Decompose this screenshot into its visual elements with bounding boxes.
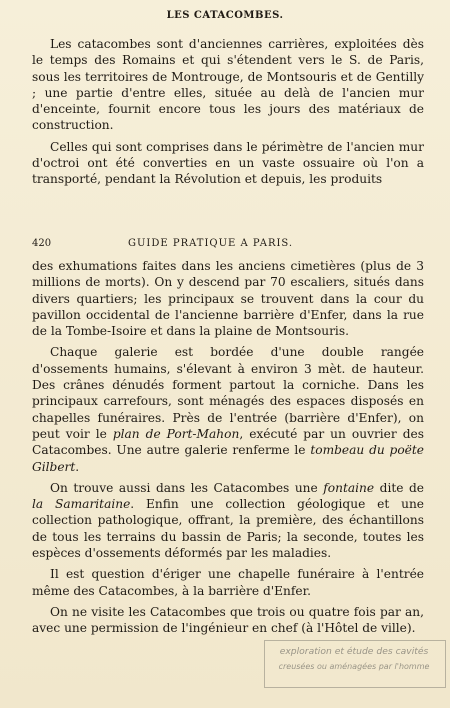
paragraph: Les catacombes sont d'anciennes carrières, exploitées dès le temps des Romains et qui s'étendent vers le S. de Paris, sous les territoires de Montrouge, de Montsouris et de Gentilly ; une partie d'entre elles, située au delà de l'ancien mur d'enceinte, fournit encore tous les jours des matériaux de construction. <box>32 37 424 133</box>
italic-run: la Samaritaine <box>32 497 131 512</box>
paragraph: Celles qui sont comprises dans le périmètre de l'ancien mur d'octroi ont été converties en un vaste ossuaire où l'on a transporté, pendant la Révolution et depuis, les produits <box>32 139 424 187</box>
text-run: . <box>75 459 80 474</box>
italic-run: tombeau du poëte Gilbert <box>32 443 424 474</box>
text-run: , exécuté par un ouvrier des Catacombes. Une autre galerie renferme le <box>32 426 424 458</box>
italic-run: fontaine <box>323 480 375 495</box>
text-run: dite de <box>374 480 424 495</box>
text-run: . Enfin une collection géologique et une collection pathologique, offrant, la première, des échantillons de tous les terrains du bassin de Paris; la seconde, toutes les espèces d'ossements déformés par les maladies. <box>32 497 425 561</box>
paragraph <box>32 480 424 561</box>
paragraph: des exhumations faites dans les anciens cimetières (plus de 3 millions de morts). On y descend par 70 escaliers, situés dans divers quartiers; les principaux se trouvent dans la cour du pavillon occidental de l'ancienne barrière d'Enfer, dans la rue de la Tombe-Isoire et dans la plaine de Montsouris. <box>32 259 424 339</box>
text-block-bottom <box>32 258 424 642</box>
page-header-row <box>32 238 424 252</box>
text-block-top <box>32 36 424 193</box>
watermark-line2: creusées ou aménagées par l'homme <box>278 662 430 671</box>
paragraph: On ne visite les Catacombes que trois ou quatre fois par an, avec une permission de l'ingénieur en chef (à l'Hôtel de ville). <box>32 604 424 636</box>
paragraph <box>32 344 424 474</box>
watermark-line1: exploration et étude des cavités <box>279 646 429 657</box>
italic-run: plan de Port-Mahon <box>112 426 240 441</box>
text-run: Chaque galerie est bordée d'une double rangée d'ossements humains, s'élevant à environ 3 mèt. de hauteur. Des crânes dénudés forment partout la corniche. Dans les principaux carrefours, sont ménagés des espaces disposés en chapelles funéraires. Près de l'entrée (barrière d'Enfer), on peut voir le <box>32 345 424 441</box>
page-number: 420 <box>32 238 52 249</box>
running-title: LES CATACOMBES. <box>166 10 284 21</box>
paragraph: Il est question d'ériger une chapelle funéraire à l'entrée même des Catacombes, à la barrière d'Enfer. <box>32 567 424 598</box>
page-header: GUIDE PRATIQUE A PARIS. <box>128 238 294 249</box>
watermark-box <box>264 640 446 688</box>
text-run: On trouve aussi dans les Catacombes une <box>50 480 324 495</box>
